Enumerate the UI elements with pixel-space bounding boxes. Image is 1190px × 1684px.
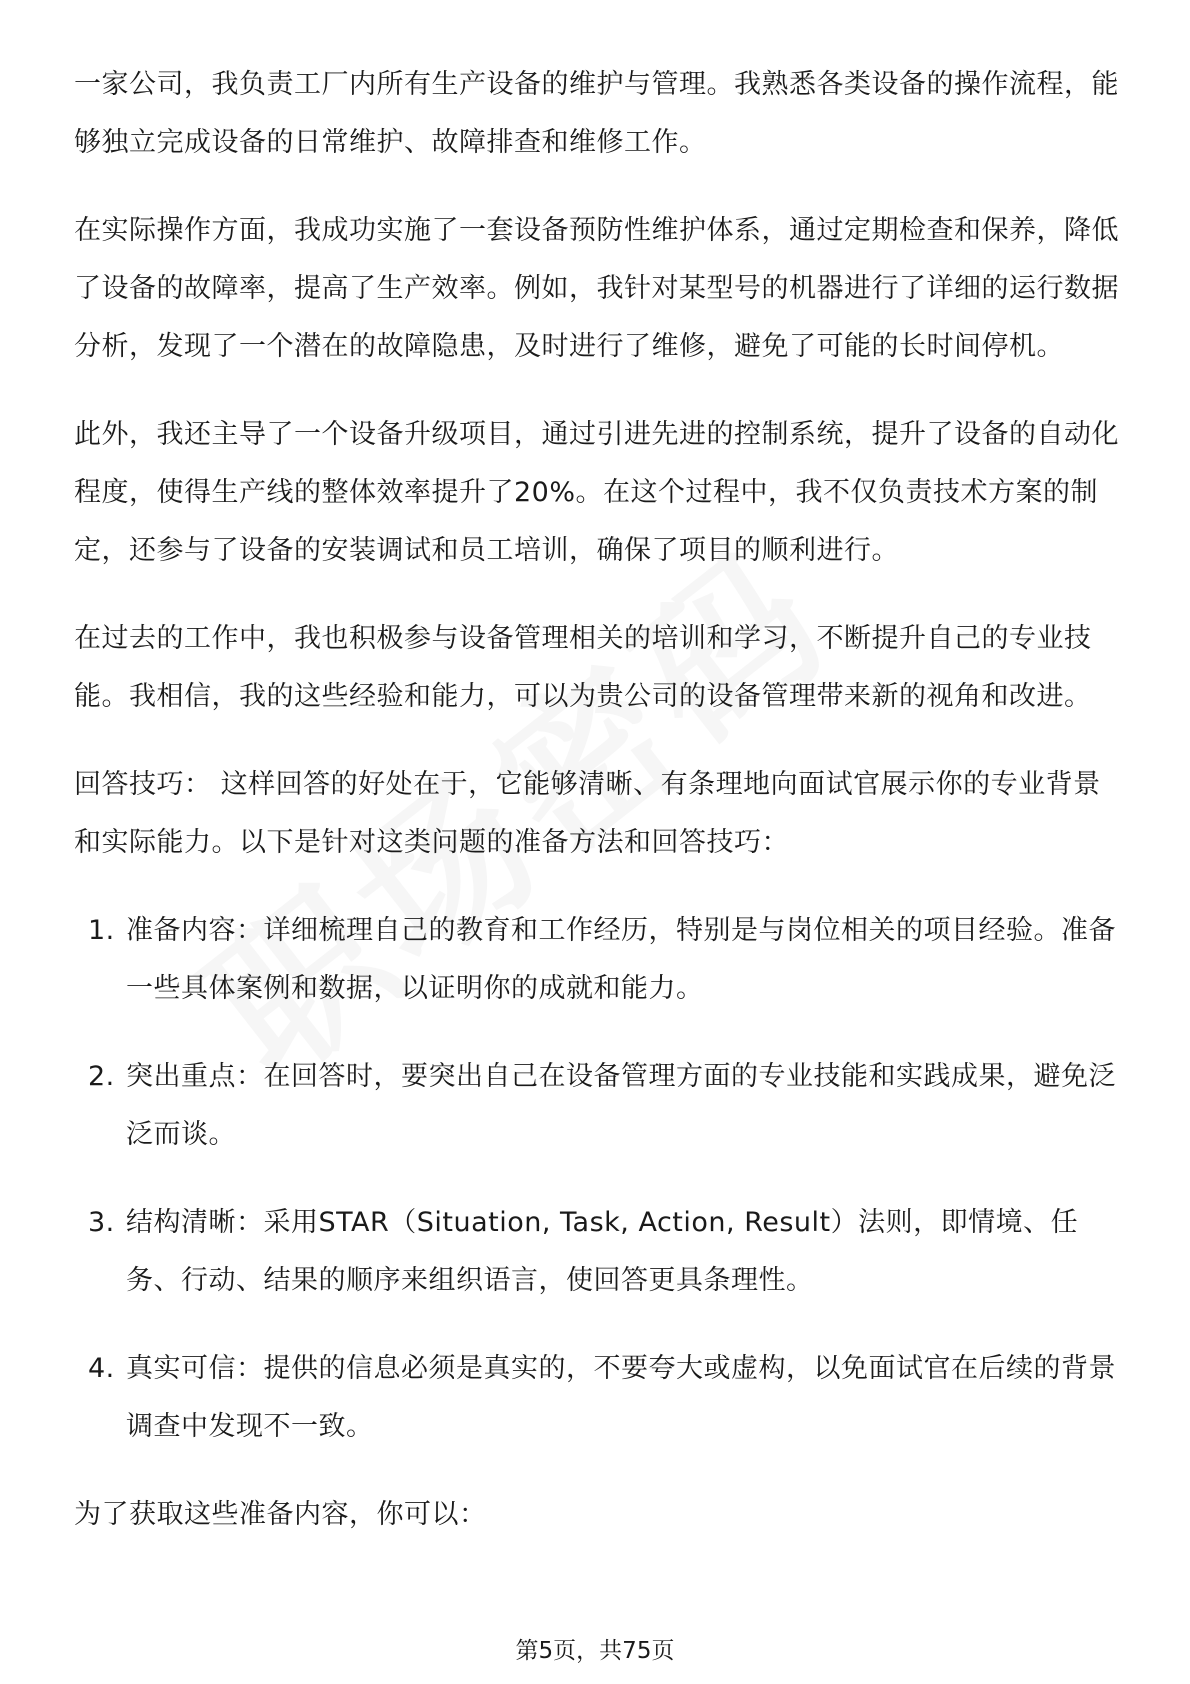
list-text: 准备内容：详细梳理自己的教育和工作经历，特别是与岗位相关的项目经验。准备一些具体案例和数据，以证明你的成就和能力。 (126, 915, 1116, 1004)
closing-line: 为了获取这些准备内容，你可以： (74, 1499, 487, 1530)
list-text: 突出重点：在回答时，要突出自己在设备管理方面的专业技能和实践成果，避免泛泛而谈。 (126, 1061, 1116, 1150)
list-text: 结构清晰：采用STAR（Situation, Task, Action, Result）法则，即情境、任务、行动、结果的顺序来组织语言，使回答更具条理性。 (126, 1207, 1079, 1296)
list-item (74, 1194, 1124, 1310)
tips-list (74, 902, 1124, 1456)
paragraph-3: 此外，我还主导了一个设备升级项目，通过引进先进的控制系统，提升了设备的自动化程度，使得生产线的整体效率提升了20%。在这个过程中，我不仅负责技术方案的制定，还参与了设备的安装调试和员工培训，确保了项目的顺利进行。 (74, 419, 1119, 566)
list-item (74, 902, 1124, 1018)
document-body (74, 56, 1124, 1574)
list-item (74, 1048, 1124, 1164)
list-number: 2. (88, 1061, 115, 1092)
page-number: 第5页，共75页 (515, 1638, 675, 1664)
paragraph-1: 一家公司，我负责工厂内所有生产设备的维护与管理。我熟悉各类设备的操作流程，能够独立完成设备的日常维护、故障排查和维修工作。 (74, 69, 1119, 158)
list-number: 4. (88, 1353, 115, 1384)
list-item (74, 1340, 1124, 1456)
paragraph-tips: 回答技巧： 这样回答的好处在于，它能够清晰、有条理地向面试官展示你的专业背景和实际能力。以下是针对这类问题的准备方法和回答技巧： (74, 769, 1101, 858)
paragraph-2: 在实际操作方面，我成功实施了一套设备预防性维护体系，通过定期检查和保养，降低了设备的故障率，提高了生产效率。例如，我针对某型号的机器进行了详细的运行数据分析，发现了一个潜在的故障隐患，及时进行了维修，避免了可能的长时间停机。 (74, 215, 1119, 362)
list-number: 1. (88, 915, 115, 946)
list-number: 3. (88, 1207, 115, 1238)
list-text: 真实可信：提供的信息必须是真实的，不要夸大或虚构，以免面试官在后续的背景调查中发现不一致。 (126, 1353, 1116, 1442)
paragraph-4: 在过去的工作中，我也积极参与设备管理相关的培训和学习，不断提升自己的专业技能。我相信，我的这些经验和能力，可以为贵公司的设备管理带来新的视角和改进。 (74, 623, 1092, 712)
